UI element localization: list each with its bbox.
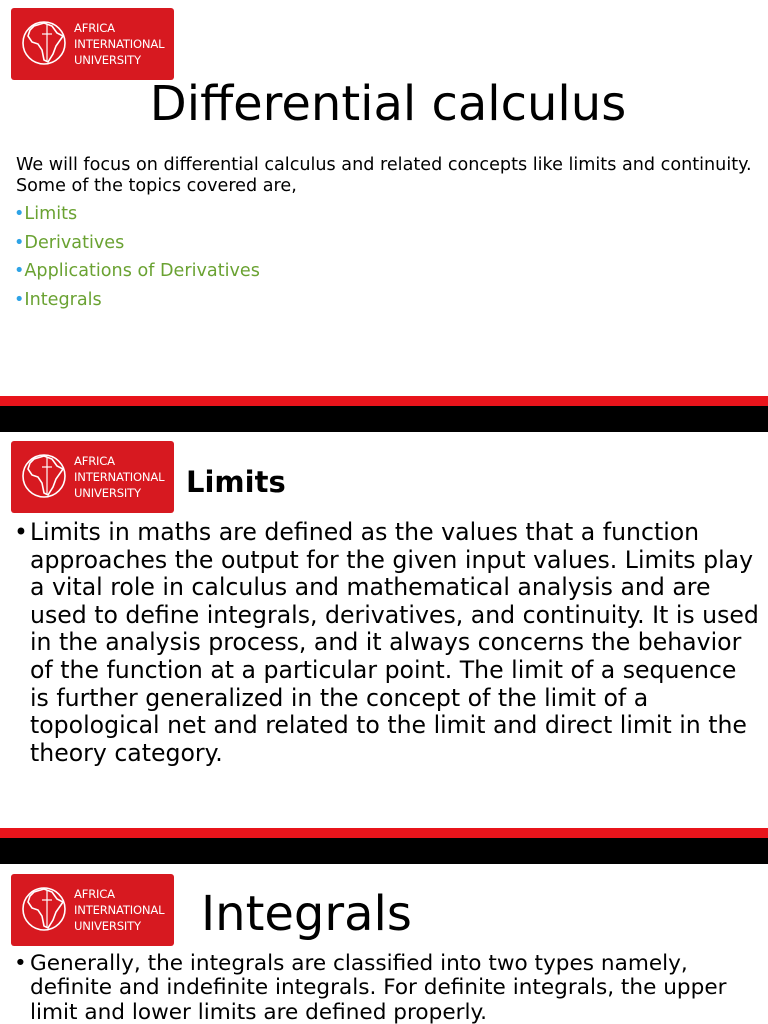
divider-black-stripe — [0, 838, 768, 864]
divider-red-stripe — [0, 396, 768, 406]
topic-label: Integrals — [24, 289, 102, 310]
body-list — [14, 952, 760, 1024]
logo-line-1: AFRICA — [74, 21, 115, 35]
paragraph-text: Limits in maths are defined as the values that a function approaches the output for the given input values. Limits play a vital role in calculus and mathematical analysis and are used to define integrals, derivatives, and continuity. It is used in the analysis process, and it always concerns the behavior of the function at a particular point. The limit of a sequence is further generalized in the concept of the limit of a topological net and related to the limit and direct limit in the theory category. — [30, 518, 759, 767]
logo-line-2: INTERNATIONAL — [74, 470, 165, 484]
africa-map-icon — [20, 16, 68, 68]
slide-divider — [0, 828, 768, 864]
slide-title: Differential calculus — [149, 76, 627, 132]
logo-line-3: UNIVERSITY — [74, 919, 141, 933]
paragraph-text: Generally, the integrals are classified into two types namely, definite and indefinite integrals. For definite integrals, the upper limit and lower limits are defined properly. — [30, 951, 727, 1024]
topic-item — [14, 232, 260, 261]
africa-map-icon — [20, 882, 68, 934]
topic-item — [14, 289, 260, 318]
bullet-icon: • — [14, 951, 27, 976]
body-paragraph — [14, 519, 760, 767]
slide-differential-calculus — [0, 0, 768, 396]
university-logo — [11, 8, 174, 80]
bullet-icon: • — [14, 232, 25, 253]
bullet-icon: • — [14, 261, 25, 282]
intro-text: We will focus on differential calculus and related concepts like limits and continuity. Some of the topics covered are, — [16, 155, 752, 196]
bullet-icon: • — [14, 289, 25, 310]
slide-integrals — [0, 864, 768, 1024]
body-list — [14, 519, 760, 767]
bullet-icon: • — [14, 204, 25, 224]
body-paragraph — [14, 952, 760, 1024]
divider-red-stripe — [0, 828, 768, 838]
topic-label: Derivatives — [24, 232, 125, 253]
topic-label: Limits — [24, 204, 78, 224]
logo-line-2: INTERNATIONAL — [74, 37, 165, 51]
topic-item — [14, 260, 260, 289]
logo-line-3: UNIVERSITY — [74, 53, 141, 67]
logo-line-2: INTERNATIONAL — [74, 903, 165, 917]
topics-list — [14, 203, 260, 317]
logo-line-1: AFRICA — [74, 454, 115, 468]
logo-line-3: UNIVERSITY — [74, 486, 141, 500]
topic-label: Applications of Derivatives — [24, 261, 260, 282]
topic-item — [14, 203, 260, 232]
slide-title: Limits — [186, 465, 286, 499]
logo-line-1: AFRICA — [74, 887, 115, 901]
africa-map-icon — [20, 449, 68, 501]
university-logo — [11, 441, 174, 513]
slide-title: Integrals — [201, 886, 412, 942]
slide-limits — [0, 432, 768, 828]
university-logo — [11, 874, 174, 946]
divider-black-stripe — [0, 406, 768, 432]
bullet-icon: • — [14, 518, 28, 546]
slide-divider — [0, 396, 768, 432]
